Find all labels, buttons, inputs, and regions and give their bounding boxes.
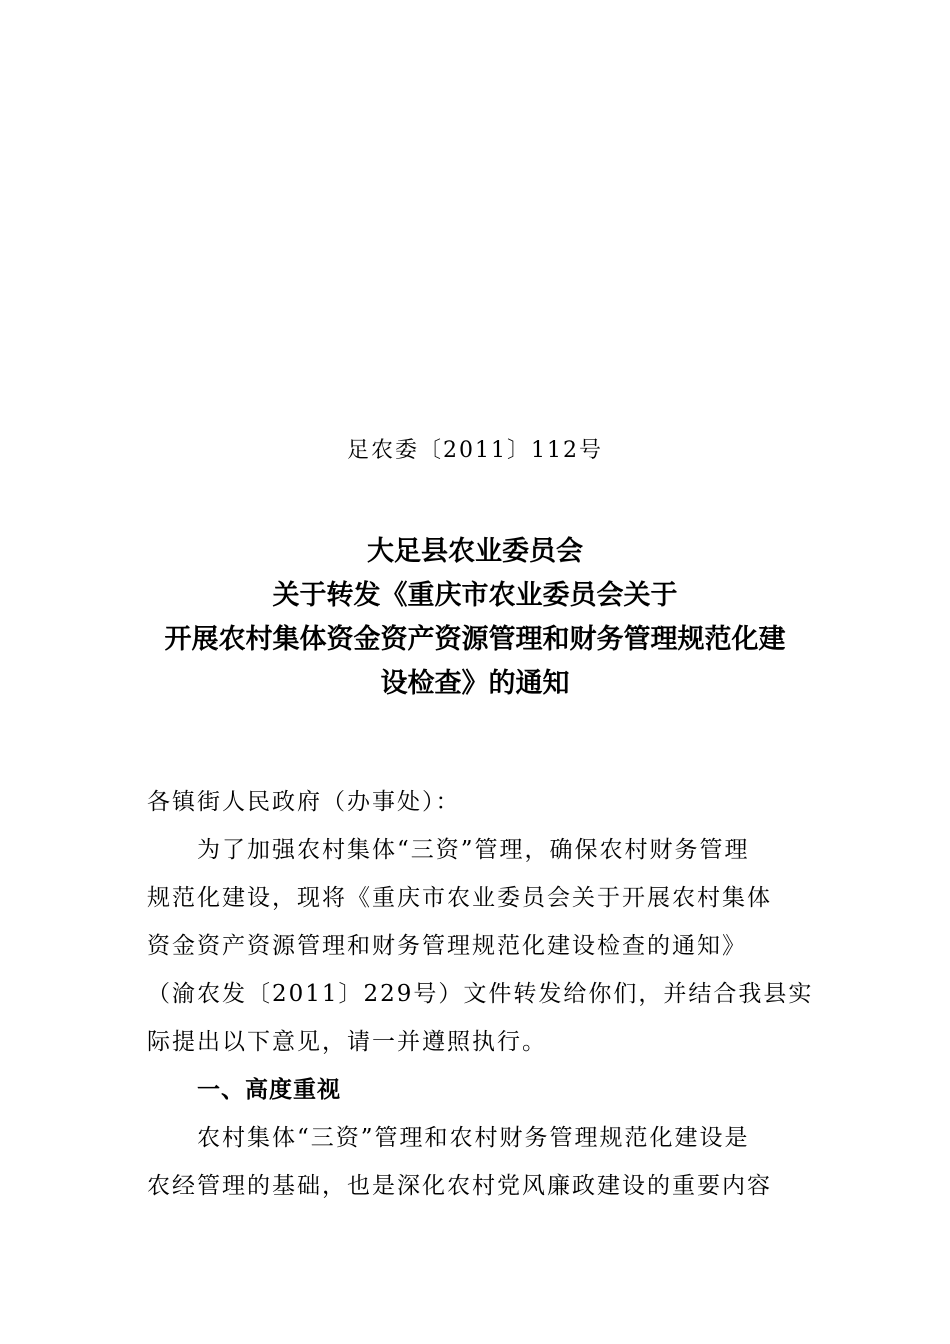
salutation: 各镇街人民政府（办事处）： <box>147 789 461 815</box>
paragraph-line: （渝农发〔2011〕229号）文件转发给你们，并结合我县实 <box>147 981 814 1007</box>
title-line: 关于转发《重庆市农业委员会关于 <box>272 580 678 611</box>
paragraph-line: 规范化建设，现将《重庆市农业委员会关于开展农村集体 <box>147 885 772 911</box>
paragraph-line: 为了加强农村集体“三资”管理，确保农村财务管理 <box>197 837 750 863</box>
title-line: 开展农村集体资金资产资源管理和财务管理规范化建 <box>164 624 786 655</box>
paragraph-1 <box>147 826 814 1066</box>
document-body <box>147 778 814 1210</box>
paragraph-line: 资金资产资源管理和财务管理规范化建设检查的通知》 <box>147 933 747 959</box>
title-line: 大足县农业委员会 <box>367 536 583 567</box>
title-line: 设检查》的通知 <box>380 668 570 699</box>
section-heading: 一、高度重视 <box>197 1077 341 1103</box>
document-number: 足农委〔2011〕112号 <box>347 438 603 463</box>
document-title <box>120 530 830 706</box>
paragraph-line: 农村集体“三资”管理和农村财务管理规范化建设是 <box>197 1125 750 1151</box>
paragraph-line: 际提出以下意见，请一并遵照执行。 <box>147 1029 547 1055</box>
paragraph-line: 农经管理的基础，也是深化农村党风廉政建设的重要内容 <box>147 1173 772 1199</box>
paragraph-2 <box>147 1114 807 1210</box>
